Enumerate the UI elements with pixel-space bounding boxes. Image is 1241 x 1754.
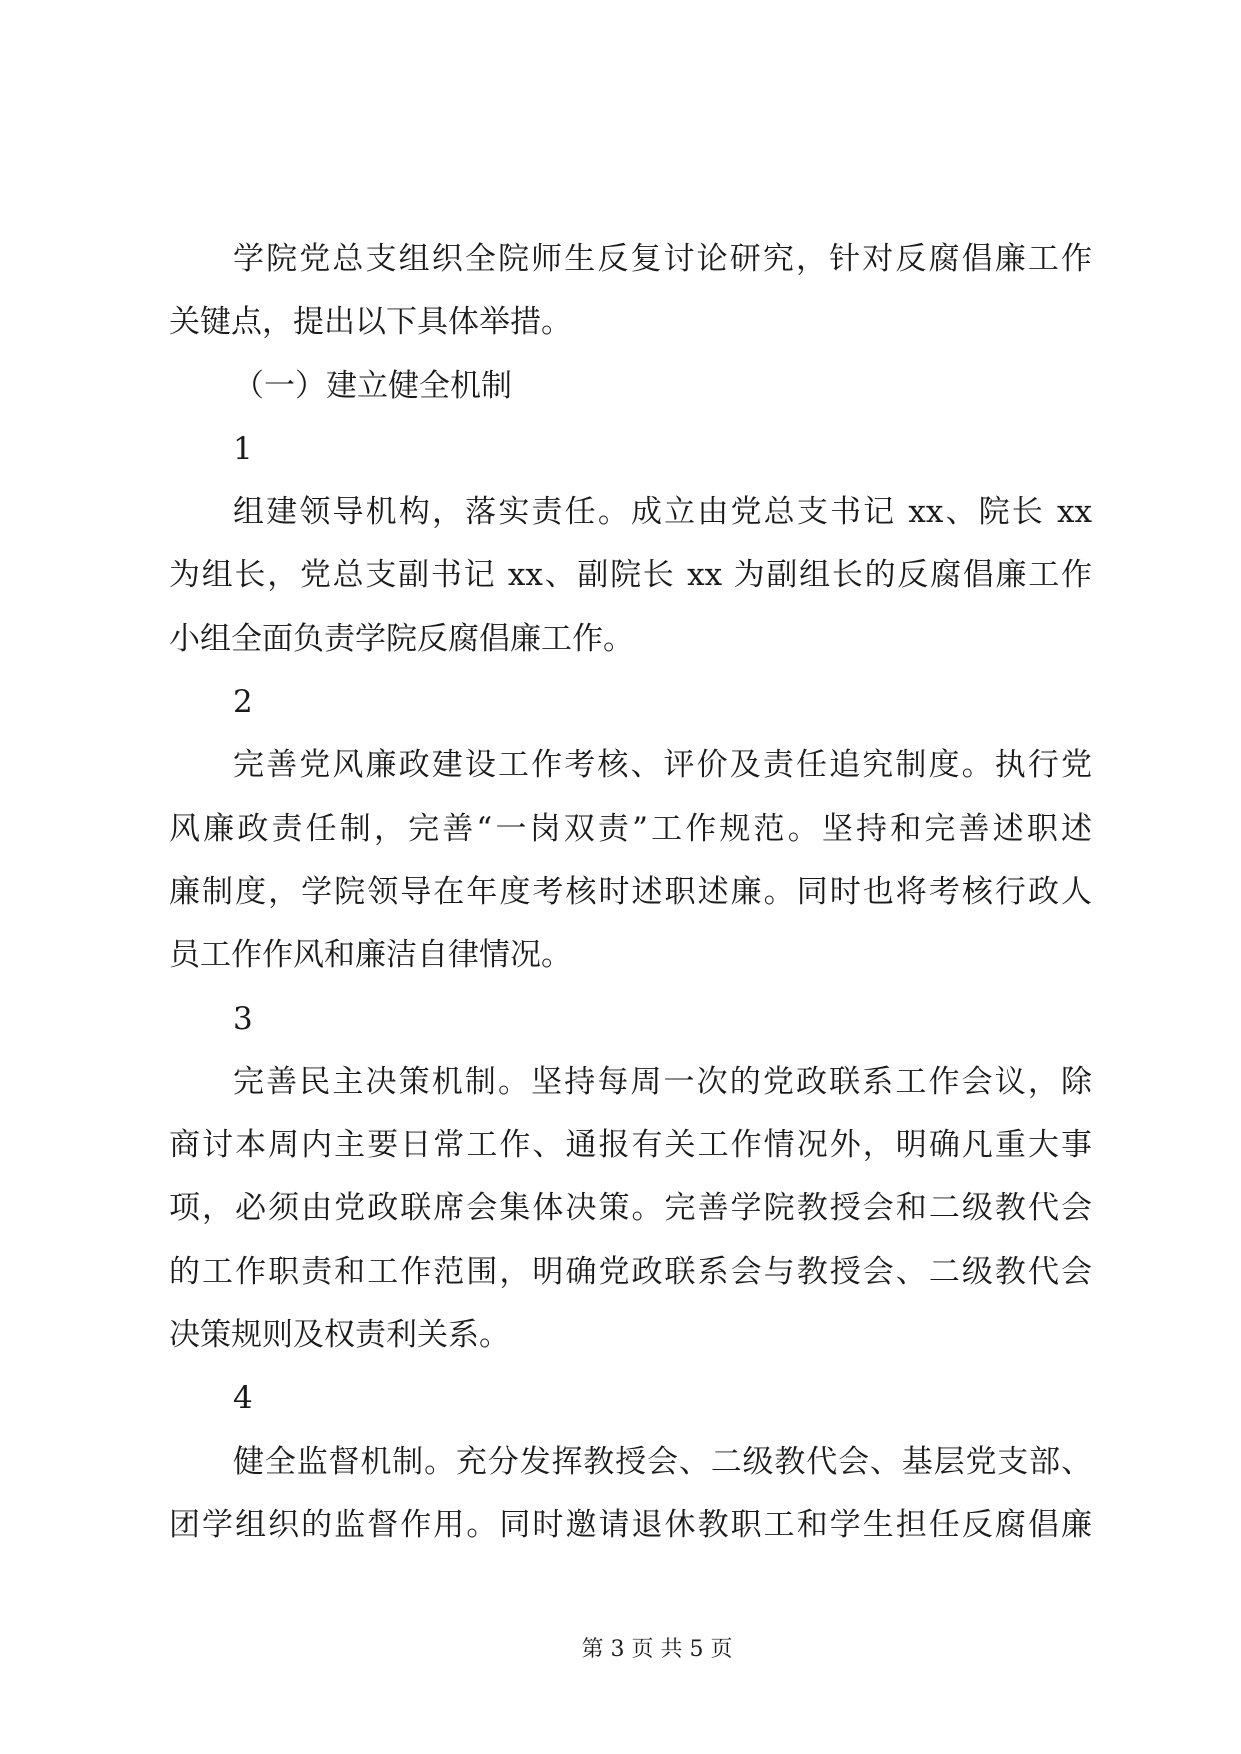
- item-number: 4: [233, 1380, 253, 1417]
- paragraph-line: 员工作作风和廉洁自律情况。: [169, 937, 572, 974]
- item-number: 3: [233, 1000, 253, 1037]
- paragraph-line: 廉制度，学院领导在年度考核时述职述廉。同时也将考核行政人: [169, 873, 1092, 910]
- paragraph-line: 商讨本周内主要日常工作、通报有关工作情况外，明确凡重大事: [169, 1127, 1092, 1164]
- paragraph-line: 完善党风廉政建设工作考核、评价及责任追究制度。执行党: [233, 747, 1092, 784]
- paragraph-line: 小组全面负责学院反腐倡廉工作。: [169, 620, 634, 657]
- paragraph-line: 组建领导机构，落实责任。成立由党总支书记 xx、院长 xx: [233, 494, 1092, 531]
- paragraph-line: 的工作职责和工作范围，明确党政联系会与教授会、二级教代会: [169, 1253, 1092, 1290]
- item-number: 1: [233, 430, 253, 467]
- paragraph-line: 项，必须由党政联席会集体决策。完善学院教授会和二级教代会: [169, 1190, 1092, 1227]
- intro-line: 学院党总支组织全院师生反复讨论研究，针对反腐倡廉工作: [233, 241, 1092, 277]
- paragraph-line: 风廉政责任制，完善“一岗双责”工作规范。坚持和完善述职述: [169, 810, 1092, 847]
- paragraph-line: 团学组织的监督作用。同时邀请退休教职工和学生担任反腐倡廉: [169, 1506, 1092, 1543]
- paragraph-line: 决策规则及权责利关系。: [169, 1317, 510, 1354]
- document-body: [169, 228, 1092, 1557]
- item-number: 2: [233, 684, 253, 721]
- page-footer: 第 3 页 共 5 页: [581, 1637, 733, 1662]
- paragraph-line: 完善民主决策机制。坚持每周一次的党政联系工作会议，除: [233, 1063, 1092, 1100]
- section-heading: （一）建立健全机制: [233, 367, 512, 404]
- intro-line: 关键点，提出以下具体举措。: [169, 304, 572, 341]
- paragraph-line: 健全监督机制。充分发挥教授会、二级教代会、基层党支部、: [233, 1443, 1092, 1480]
- paragraph-line: 为组长，党总支副书记 xx、副院长 xx 为副组长的反腐倡廉工作: [169, 557, 1092, 594]
